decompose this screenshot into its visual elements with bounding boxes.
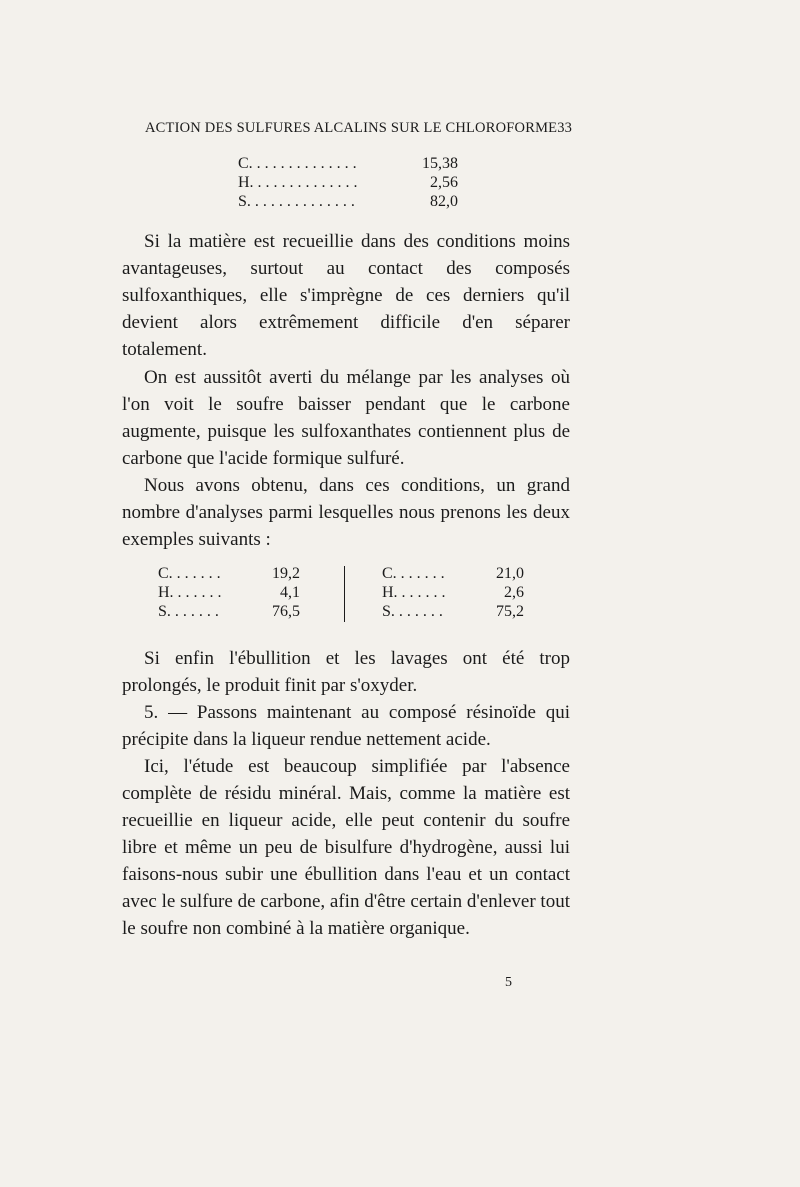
header-title: ACTION DES SULFURES ALCALINS SUR LE CHLOROFORME <box>145 120 558 136</box>
element-label: S. . . . . . . <box>158 603 219 620</box>
page-number: 33 <box>557 120 573 136</box>
element-value: 82,0 <box>430 193 458 210</box>
paragraph: Ici, l'étude est beaucoup simplifiée par l'absence complète de résidu minéral. Mais, comme la matière est recueillie en liqueur acide, elle peut contenir du soufre libre et même un peu de bisulfure d'hydrogène, aussi lui faisons-nous subir une ébullition dans l'eau et un contact avec le sulfure de carbone, afin d'être certain d'enlever tout le soufre non combiné à la matière organique. <box>122 756 570 939</box>
element-value: 4,1 <box>280 584 300 601</box>
element-label: C. . . . . . . <box>382 565 445 582</box>
paragraph: On est aussitôt averti du mélange par les analyses où l'on voit le soufre baisser pendant que le carbone augmente, puisque les sulfoxanthates contiennent plus de carbone que l'acide formique sulfuré. <box>122 367 570 469</box>
paragraph: 5. — Passons maintenant au composé résinoïde qui précipite dans la liqueur rendue nettement acide. <box>122 702 570 750</box>
element-value: 19,2 <box>272 565 300 582</box>
paragraph: Si la matière est recueillie dans des conditions moins avantageuses, surtout au contact des composés sulfoxanthiques, elle s'imprègne de ces derniers qu'il devient alors extrêmement difficile d'en séparer totalement. <box>122 231 570 360</box>
paragraph: Si enfin l'ébullition et les lavages ont été trop prolongés, le produit finit par s'oxyder. <box>122 648 570 696</box>
composition-row <box>158 564 300 583</box>
composition-row <box>382 564 524 583</box>
element-label: C. . . . . . . <box>158 565 221 582</box>
composition-row <box>382 602 524 621</box>
composition-row <box>382 583 524 602</box>
composition-table-right <box>382 564 524 621</box>
column-divider <box>344 566 345 622</box>
element-value: 2,56 <box>430 174 458 191</box>
element-label: S. . . . . . . <box>382 603 443 620</box>
composition-row <box>238 192 458 211</box>
element-label: H. . . . . . . <box>158 584 222 601</box>
element-value: 76,5 <box>272 603 300 620</box>
element-value: 15,38 <box>422 155 458 172</box>
composition-table-top <box>238 154 458 211</box>
paragraph: Nous avons obtenu, dans ces conditions, un grand nombre d'analyses parmi lesquelles nous prenons les deux exemples suivants : <box>122 475 570 550</box>
composition-row <box>158 602 300 621</box>
element-label: S. . . . . . . . . . . . . . <box>238 193 355 210</box>
element-label: H. . . . . . . <box>382 584 446 601</box>
element-label: H. . . . . . . . . . . . . . <box>238 174 358 191</box>
signature-mark: 5 <box>505 975 512 990</box>
element-label: C. . . . . . . . . . . . . . <box>238 155 357 172</box>
composition-row <box>158 583 300 602</box>
element-value: 75,2 <box>496 603 524 620</box>
element-value: 2,6 <box>504 584 524 601</box>
running-header <box>145 120 573 137</box>
composition-row <box>238 173 458 192</box>
composition-table-left <box>158 564 300 621</box>
element-value: 21,0 <box>496 565 524 582</box>
composition-row <box>238 154 458 173</box>
